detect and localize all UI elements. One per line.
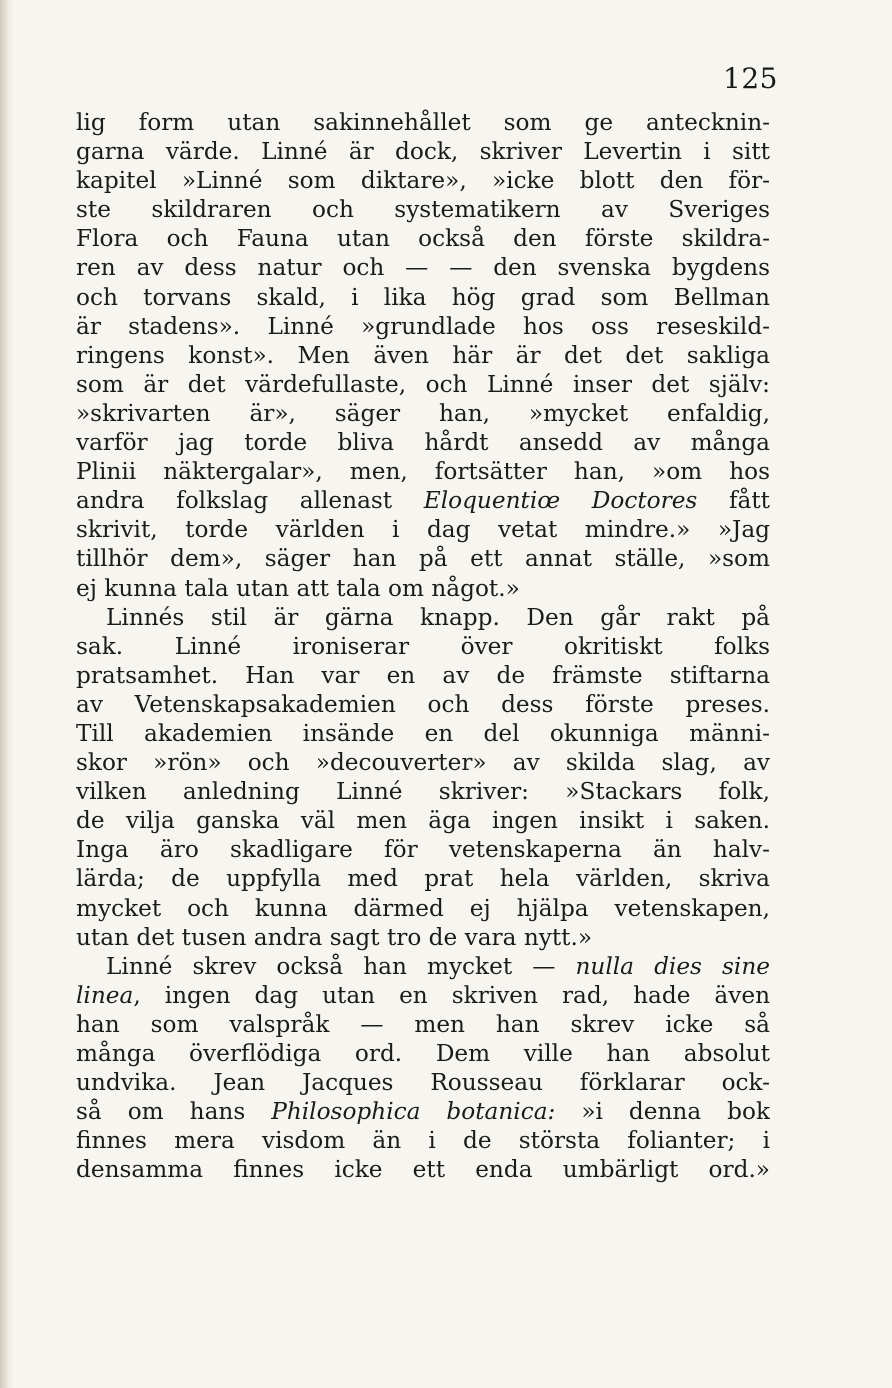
text-line: [76, 341, 770, 370]
text-line: [76, 253, 770, 282]
text-run: varför jag torde bliva hårdt ansedd av många: [76, 429, 770, 457]
text-run: Plinii näktergalar», men, fortsätter han, »om hos: [76, 458, 770, 486]
text-run: »i denna bok: [555, 1098, 770, 1126]
text-run: lärda; de uppfylla med prat hela världen, skriva: [76, 865, 770, 893]
text-line: [76, 952, 770, 981]
text-run: Linnés stil är gärna knapp. Den går rakt på: [106, 603, 770, 631]
text-run: finnes mera visdom än i de största folianter; i: [76, 1127, 770, 1155]
text-run: ren av dess natur och — — den svenska bygdens: [76, 254, 770, 282]
italic-text: Eloquentiœ Doctores: [423, 487, 698, 515]
text-line: [76, 312, 770, 341]
text-line: [76, 661, 770, 690]
text-line: [76, 1039, 770, 1068]
text-run: mycket och kunna därmed ej hjälpa vetenskapen,: [76, 894, 770, 922]
text-line: [76, 835, 770, 864]
italic-text: Philosophica botanica:: [271, 1098, 556, 1126]
text-run: de vilja ganska väl men äga ingen insikt i saken.: [76, 807, 770, 835]
text-line: [76, 1126, 770, 1155]
text-run: lig form utan sakinnehållet som ge antecknin-: [76, 109, 770, 136]
text-run: Flora och Fauna utan också den förste skildra-: [76, 225, 770, 253]
page-number: 125: [723, 62, 778, 95]
text-line: [76, 515, 770, 544]
body-text: [76, 108, 770, 1184]
text-run: ej kunna tala utan att tala om något.»: [76, 574, 520, 602]
text-run: utan det tusen andra sagt tro de vara nytt.»: [76, 923, 593, 951]
text-line: [76, 777, 770, 806]
text-run: han som valspråk — men han skrev icke så: [76, 1010, 770, 1038]
page-gutter-shadow: [0, 0, 14, 1388]
text-run: av Vetenskapsakademien och dess förste preses.: [76, 690, 770, 718]
text-line: [76, 574, 770, 603]
text-run: är stadens». Linné »grundlade hos oss reseskild-: [76, 312, 770, 340]
text-run: skrivit, torde världen i dag vetat mindre.» »Jag: [76, 516, 770, 544]
text-line: [76, 224, 770, 253]
text-line: [76, 1097, 770, 1126]
text-line: [76, 399, 770, 428]
text-run: tillhör dem», säger han på ett annat ställe, »som: [76, 545, 770, 573]
italic-text: nulla dies sine: [575, 952, 770, 980]
text-run: så om hans: [76, 1098, 272, 1126]
text-run: fått: [697, 487, 770, 515]
text-line: [76, 137, 770, 166]
text-run: andra folkslag allenast: [76, 487, 424, 515]
text-line: [76, 748, 770, 777]
text-run: »skrivarten är», säger han, »mycket enfaldig,: [76, 399, 770, 427]
text-line: [76, 486, 770, 515]
text-line: [76, 108, 770, 137]
text-run: ringens konst». Men även här är det det sakliga: [76, 341, 770, 369]
text-line: [76, 981, 770, 1010]
text-line: [76, 864, 770, 893]
text-line: [76, 195, 770, 224]
text-run: och torvans skald, i lika hög grad som Bellman: [76, 283, 770, 311]
text-run: garna värde. Linné är dock, skriver Levertin i sitt: [76, 138, 770, 166]
text-line: [76, 544, 770, 573]
text-line: [76, 923, 770, 952]
italic-text: linea: [76, 981, 134, 1009]
text-line: [76, 1068, 770, 1097]
text-line: [76, 1155, 770, 1184]
text-line: [76, 719, 770, 748]
text-run: vilken anledning Linné skriver: »Stackars folk,: [76, 778, 770, 806]
text-line: [76, 457, 770, 486]
text-line: [76, 370, 770, 399]
text-run: Till akademien insände en del okunniga männi-: [76, 719, 770, 747]
text-run: många överflödiga ord. Dem ville han absolut: [76, 1040, 770, 1067]
text-run: pratsamhet. Han var en av de främste stiftarna: [76, 661, 770, 689]
text-line: [76, 428, 770, 457]
text-run: ste skildraren och systematikern av Sveriges: [76, 196, 770, 224]
text-line: [76, 1010, 770, 1039]
text-run: Linné skrev också han mycket —: [106, 952, 576, 980]
text-run: undvika. Jean Jacques Rousseau förklarar ock-: [76, 1069, 770, 1097]
text-run: Inga äro skadligare för vetenskaperna än halv-: [76, 836, 770, 864]
text-line: [76, 166, 770, 195]
text-line: [76, 632, 770, 661]
text-line: [76, 806, 770, 835]
text-run: som är det värdefullaste, och Linné inser det själv:: [76, 370, 770, 398]
text-run: kapitel »Linné som diktare», »icke blott den för-: [76, 167, 770, 195]
text-line: [76, 690, 770, 719]
text-run: densamma finnes icke ett enda umbärligt ord.»: [76, 1156, 770, 1184]
text-line: [76, 894, 770, 923]
text-run: , ingen dag utan en skriven rad, hade även: [133, 981, 770, 1009]
text-line: [76, 603, 770, 632]
text-run: sak. Linné ironiserar över okritiskt folks: [76, 632, 770, 660]
text-line: [76, 283, 770, 312]
text-run: skor »rön» och »decouverter» av skilda slag, av: [76, 749, 770, 777]
